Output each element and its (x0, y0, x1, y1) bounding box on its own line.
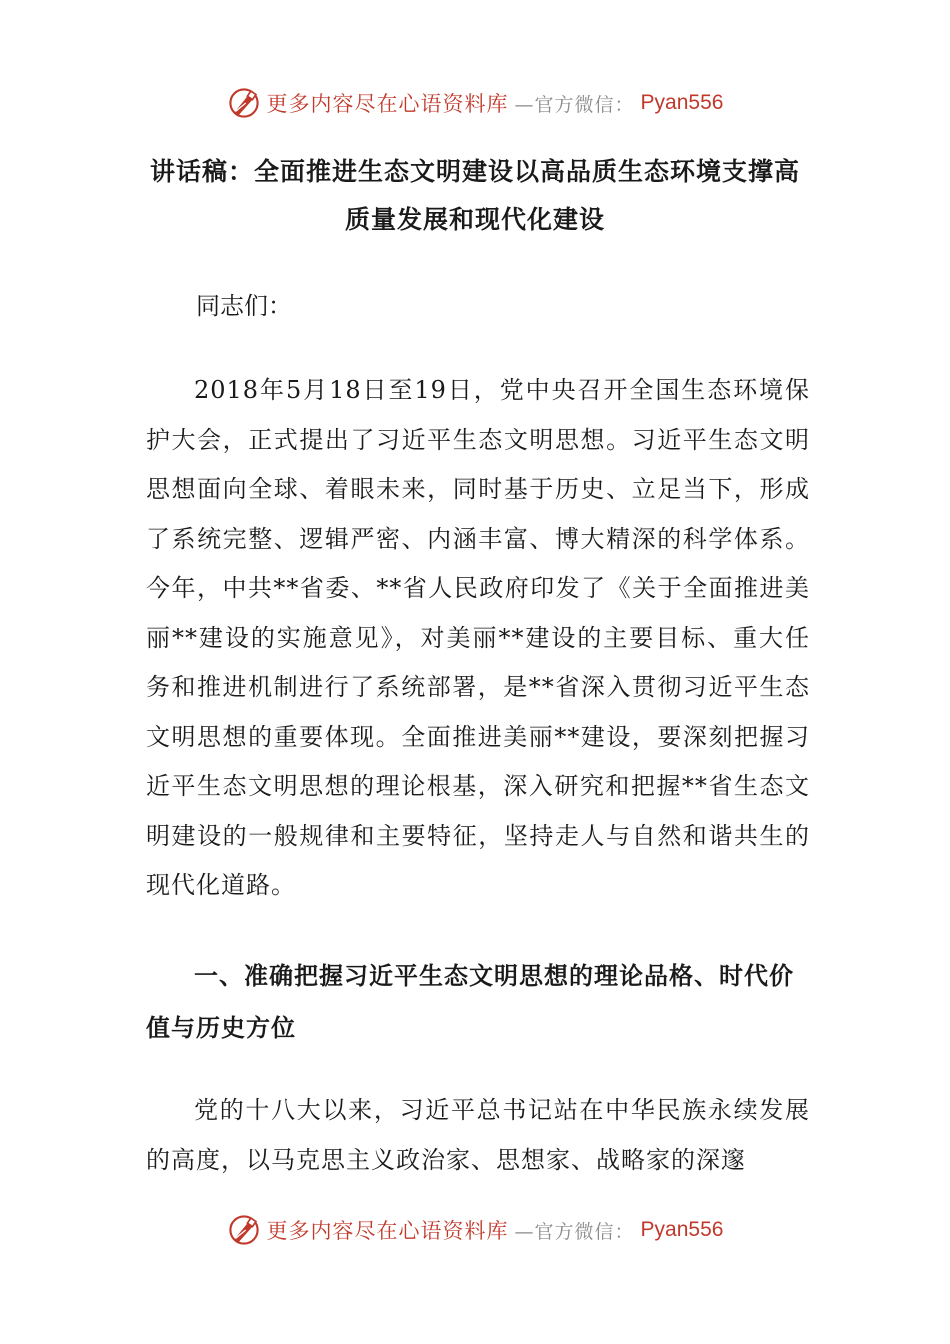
document-title: 讲话稿：全面推进生态文明建设以高品质生态环境支撑高质量发展和现代化建设 (149, 157, 800, 234)
pen-nib-logo-icon (227, 86, 261, 120)
watermark-wechat-id: Pyan556 (640, 1218, 724, 1241)
header-watermark (0, 83, 950, 123)
footer-watermark (0, 1210, 950, 1250)
body-paragraph-1: 2018年5月18日至19日，党中央召开全国生态环境保护大会，正式提出了习近平生态文明思想。习近平生态文明思想面向全球、着眼未来，同时基于历史、立足当下，形成了系统完整、逻辑严密、内涵丰富、博大精深的科学体系。今年，中共**省委、**省人民政府印发了《关于全面推进美丽**建设的实施意见》，对美丽**建设的主要目标、重大任务和推进机制进行了系统部署，是**省深入贯彻习近平生态文明思想的重要体现。全面推进美丽**建设，要深刻把握习近平生态文明思想的理论根基，深入研究和把握**省生态文明建设的一般规律和主要特征，坚持走人与自然和谐共生的现代化道路。 (146, 376, 810, 899)
salutation: 同志们： (196, 292, 292, 320)
pen-nib-logo-icon (227, 1213, 261, 1247)
watermark-main-text: 更多内容尽在心语资料库 (266, 1219, 509, 1243)
watermark-main-text: 更多内容尽在心语资料库 (266, 92, 509, 116)
watermark-dash-text: —官方微信： (514, 93, 635, 116)
watermark-dash-text: —官方微信： (514, 1220, 635, 1243)
body-paragraph-2: 党的十八大以来，习近平总书记站在中华民族永续发展的高度，以马克思主义政治家、思想家、战略家的深邃 (146, 1096, 810, 1174)
section-heading-1: 一、准确把握习近平生态文明思想的理论品格、时代价值与历史方位 (146, 962, 794, 1042)
watermark-wechat-id: Pyan556 (640, 91, 724, 114)
